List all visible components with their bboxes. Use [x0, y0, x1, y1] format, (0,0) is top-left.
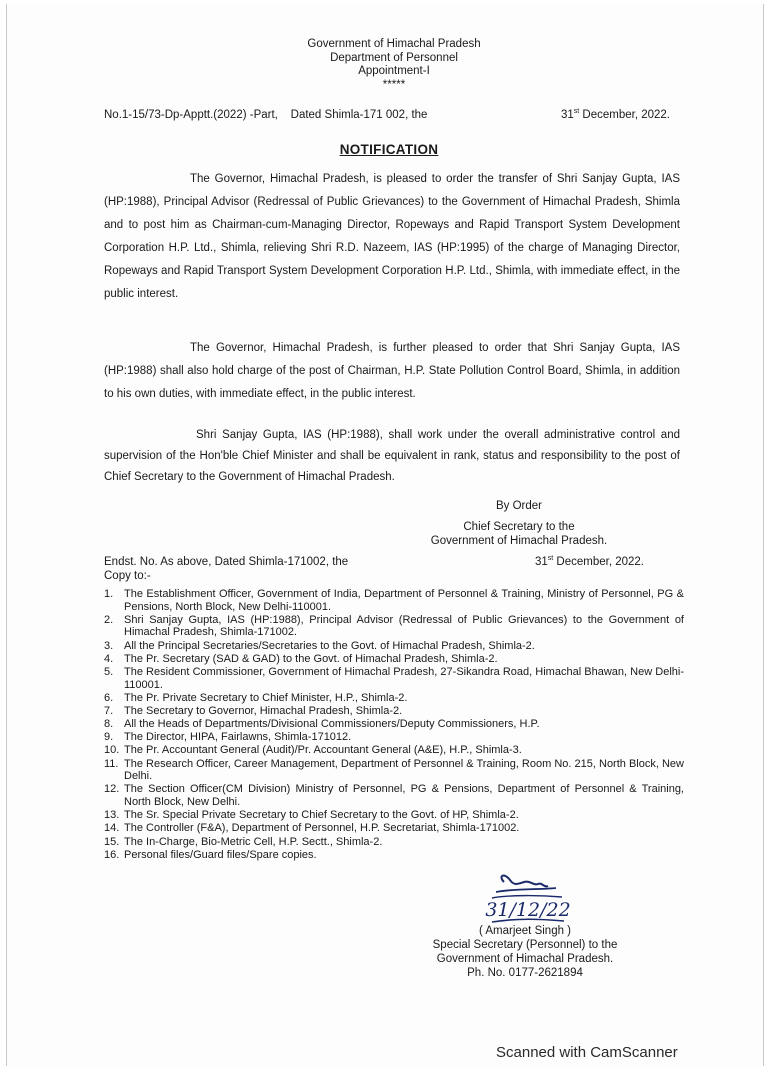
- document-page: [6, 4, 764, 1066]
- copy-list-text: The Section Officer(CM Division) Ministry of Personnel, PG & Pensions, Department of Personnel & Training, North Block, New Delhi.: [124, 783, 684, 809]
- copy-list-number: 14.: [104, 822, 120, 835]
- copy-list-item: [104, 849, 684, 862]
- reference-dated: Dated Shimla-171 002, the: [290, 109, 428, 121]
- signatory-name: ( Amarjeet Singh ): [478, 925, 572, 937]
- copy-list-number: 6.: [104, 691, 114, 704]
- government-name: Government of Himachal Pradesh: [307, 38, 481, 50]
- copy-list-number: 1.: [104, 588, 114, 600]
- copy-list-item: [104, 718, 684, 731]
- copy-list-number: 7.: [104, 704, 114, 717]
- chief-secretary-signatory: Chief Secretary to the Government of Himachal Pradesh.: [430, 521, 608, 547]
- handwritten-signature: [478, 868, 578, 930]
- by-order: By Order: [496, 500, 543, 512]
- special-secretary-signatory: ( Amarjeet Singh ) Special Secretary (Personnel) to the Government of Himachal Pradesh. Ph. No. 0177-2621894: [400, 924, 650, 980]
- endorsement-date: 31st December, 2022.: [534, 555, 644, 568]
- copy-list-number: 8.: [104, 718, 114, 731]
- copy-list-text: The Pr. Accountant General (Audit)/Pr. Accountant General (A&E), H.P., Shimla-3.: [124, 744, 522, 757]
- letterhead: [0, 38, 768, 92]
- reference-number-and-date: [104, 109, 427, 121]
- copy-to-label: Copy to:-: [104, 570, 151, 582]
- copy-list-text: The Pr. Secretary (SAD & GAD) to the Govt. of Himachal Pradesh, Shimla-2.: [124, 652, 498, 665]
- copy-list-number: 10.: [104, 744, 120, 757]
- copy-list-text: Shri Sanjay Gupta, IAS (HP:1988), Principal Advisor (Redressal of Public Grievances) to the Government of Himachal Pradesh, Shimla-171002.: [124, 613, 684, 639]
- copy-list-item: [104, 783, 684, 808]
- page-title: NOTIFICATION: [339, 142, 439, 157]
- copy-list-number: 4.: [104, 652, 114, 665]
- copy-list-number: 16.: [104, 848, 120, 861]
- paragraph-3: Shri Sanjay Gupta, IAS (HP:1988), shall work under the overall administrative control and supervision of the Hon'ble Chief Minister and shall be equivalent in rank, status and responsibility to the post of Chief Secretary to the Government of Himachal Pradesh.: [104, 429, 680, 483]
- copy-list-text: The Controller (F&A), Department of Personnel, H.P. Secretariat, Shimla-171002.: [124, 822, 520, 835]
- copy-list-number: 13.: [104, 809, 120, 822]
- phone-number: Ph. No. 0177-2621894: [467, 967, 583, 979]
- copy-list-text: The Pr. Private Secretary to Chief Minister, H.P., Shimla-2.: [124, 691, 408, 704]
- copy-list-item: [104, 731, 684, 744]
- copy-list-item: [104, 653, 684, 666]
- reference-number: No.1-15/73-Dp-Apptt.(2022) -Part,: [104, 109, 278, 121]
- copy-list-item: [104, 666, 684, 691]
- section-name: Appointment-I: [358, 65, 430, 77]
- copy-list: [104, 588, 684, 862]
- endorsement-line: [104, 556, 644, 568]
- department-name: Department of Personnel: [330, 51, 458, 64]
- copy-list-item: [104, 744, 684, 757]
- copy-list-text: All the Principal Secretaries/Secretaries to the Govt. of Himachal Pradesh, Shimla-2.: [124, 639, 535, 652]
- copy-list-item: [104, 705, 684, 718]
- copy-list-text: The In-Charge, Bio-Metric Cell, H.P. Sectt., Shimla-2.: [124, 835, 383, 848]
- copy-list-text: The Resident Commissioner, Government of Himachal Pradesh, 27-Sikandra Road, Himachal Bhawan, New Delhi-110001.: [124, 665, 684, 691]
- header-asterisks: *****: [382, 78, 406, 91]
- copy-list-item: [104, 614, 684, 639]
- copy-list-item: [104, 836, 684, 849]
- copy-list-text: The Secretary to Governor, Himachal Pradesh, Shimla-2.: [124, 704, 403, 717]
- copy-list-item: [104, 822, 684, 835]
- copy-list-text: The Director, HIPA, Fairlawns, Shimla-171012.: [124, 731, 352, 744]
- reference-date: 31st December, 2022.: [560, 108, 670, 121]
- copy-list-item: [104, 640, 684, 653]
- endorsement-text: Endst. No. As above, Dated Shimla-171002, the: [104, 556, 349, 568]
- camscanner-watermark: Scanned with CamScanner: [496, 1044, 678, 1061]
- copy-list-number: 5.: [104, 665, 114, 678]
- copy-list-number: 3.: [104, 639, 114, 652]
- signature-date: 31/12/22: [485, 899, 571, 921]
- copy-list-item: [104, 809, 684, 822]
- paragraph-1: The Governor, Himachal Pradesh, is pleased to order the transfer of Shri Sanjay Gupta, IAS (HP:1988), Principal Advisor (Redressal of Public Grievances) to the Government of Himachal Pradesh, Shimla and to post him as Chairman-cum-Managing Director, Ropeways and Rapid Transport System Development Corporation H.P. Ltd., Shimla, relieving Shri R.D. Nazeem, IAS (HP:1995) of the charge of Managing Director, Ropeways and Rapid Transport System Development Corporation H.P. Ltd., Shimla, with immediate effect, in the public interest.: [104, 173, 680, 300]
- copy-list-item: [104, 758, 684, 783]
- copy-list-number: 15.: [104, 835, 120, 848]
- copy-list-text: Personal files/Guard files/Spare copies.: [124, 848, 317, 861]
- copy-list-text: All the Heads of Departments/Divisional Commissioners/Deputy Commissioners, H.P.: [124, 718, 540, 731]
- copy-list-text: The Establishment Officer, Government of India, Department of Personnel & Training, Ministry of Personnel, PG & Pensions, North Block, New Delhi-110001.: [124, 588, 684, 613]
- copy-list-number: 9.: [104, 731, 114, 744]
- paragraph-2: The Governor, Himachal Pradesh, is further pleased to order that Shri Sanjay Gupta, IAS (HP:1988) shall also hold charge of the post of Chairman, H.P. State Pollution Control Board, Shimla, in addition to his own duties, with immediate effect, in the public interest.: [104, 342, 680, 400]
- copy-list-text: The Sr. Special Private Secretary to Chief Secretary to the Govt. of HP, Shimla-2.: [124, 809, 519, 822]
- copy-list-number: 2.: [104, 613, 114, 626]
- copy-list-text: The Research Officer, Career Management, Department of Personnel & Training, Room No. 215, North Block, New Delhi.: [124, 757, 684, 783]
- copy-list-item: [104, 588, 684, 613]
- copy-list-number: 12.: [104, 783, 120, 796]
- copy-list-number: 11.: [104, 757, 119, 770]
- copy-list-item: [104, 692, 684, 705]
